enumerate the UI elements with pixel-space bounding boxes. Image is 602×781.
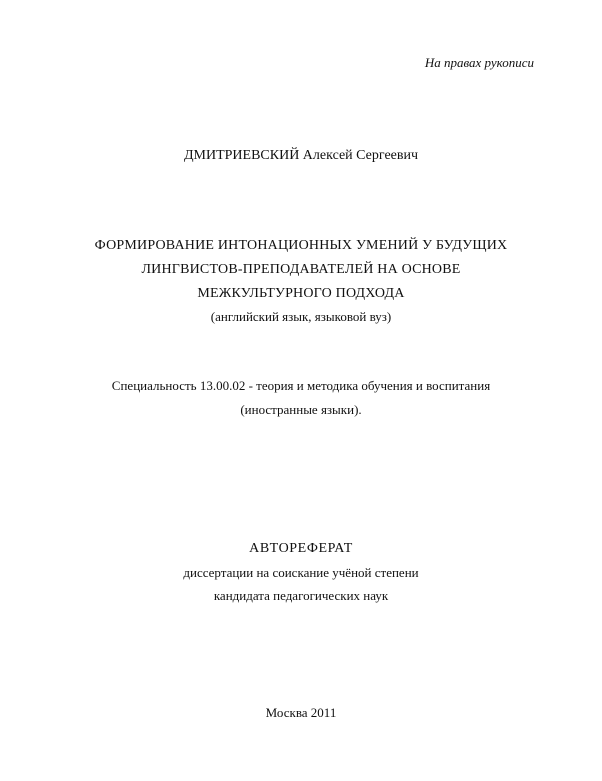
abstract-heading: АВТОРЕФЕРАТ [249, 541, 353, 556]
subtitle: (английский язык, языковой вуз) [210, 309, 392, 324]
manuscript-note: На правах рукописи [424, 55, 534, 70]
specialty-line-1: Специальность 13.00.02 - теория и методика обучения и воспитания [111, 378, 491, 393]
specialty-line-2: (иностранные языки). [240, 402, 362, 417]
title-line-1: ФОРМИРОВАНИЕ ИНТОНАЦИОННЫХ УМЕНИЙ У БУДУЩИХ [94, 238, 508, 253]
title-line-2: ЛИНГВИСТОВ-ПРЕПОДАВАТЕЛЕЙ НА ОСНОВЕ [141, 262, 461, 277]
degree-line-1: диссертации на соискание учёной степени [183, 565, 419, 580]
author-name: ДМИТРИЕВСКИЙ Алексей Сергеевич [183, 148, 419, 163]
degree-line-2: кандидата педагогических наук [213, 588, 389, 603]
place-year: Москва 2011 [265, 705, 337, 720]
title-line-3: МЕЖКУЛЬТУРНОГО ПОДХОДА [197, 286, 405, 301]
